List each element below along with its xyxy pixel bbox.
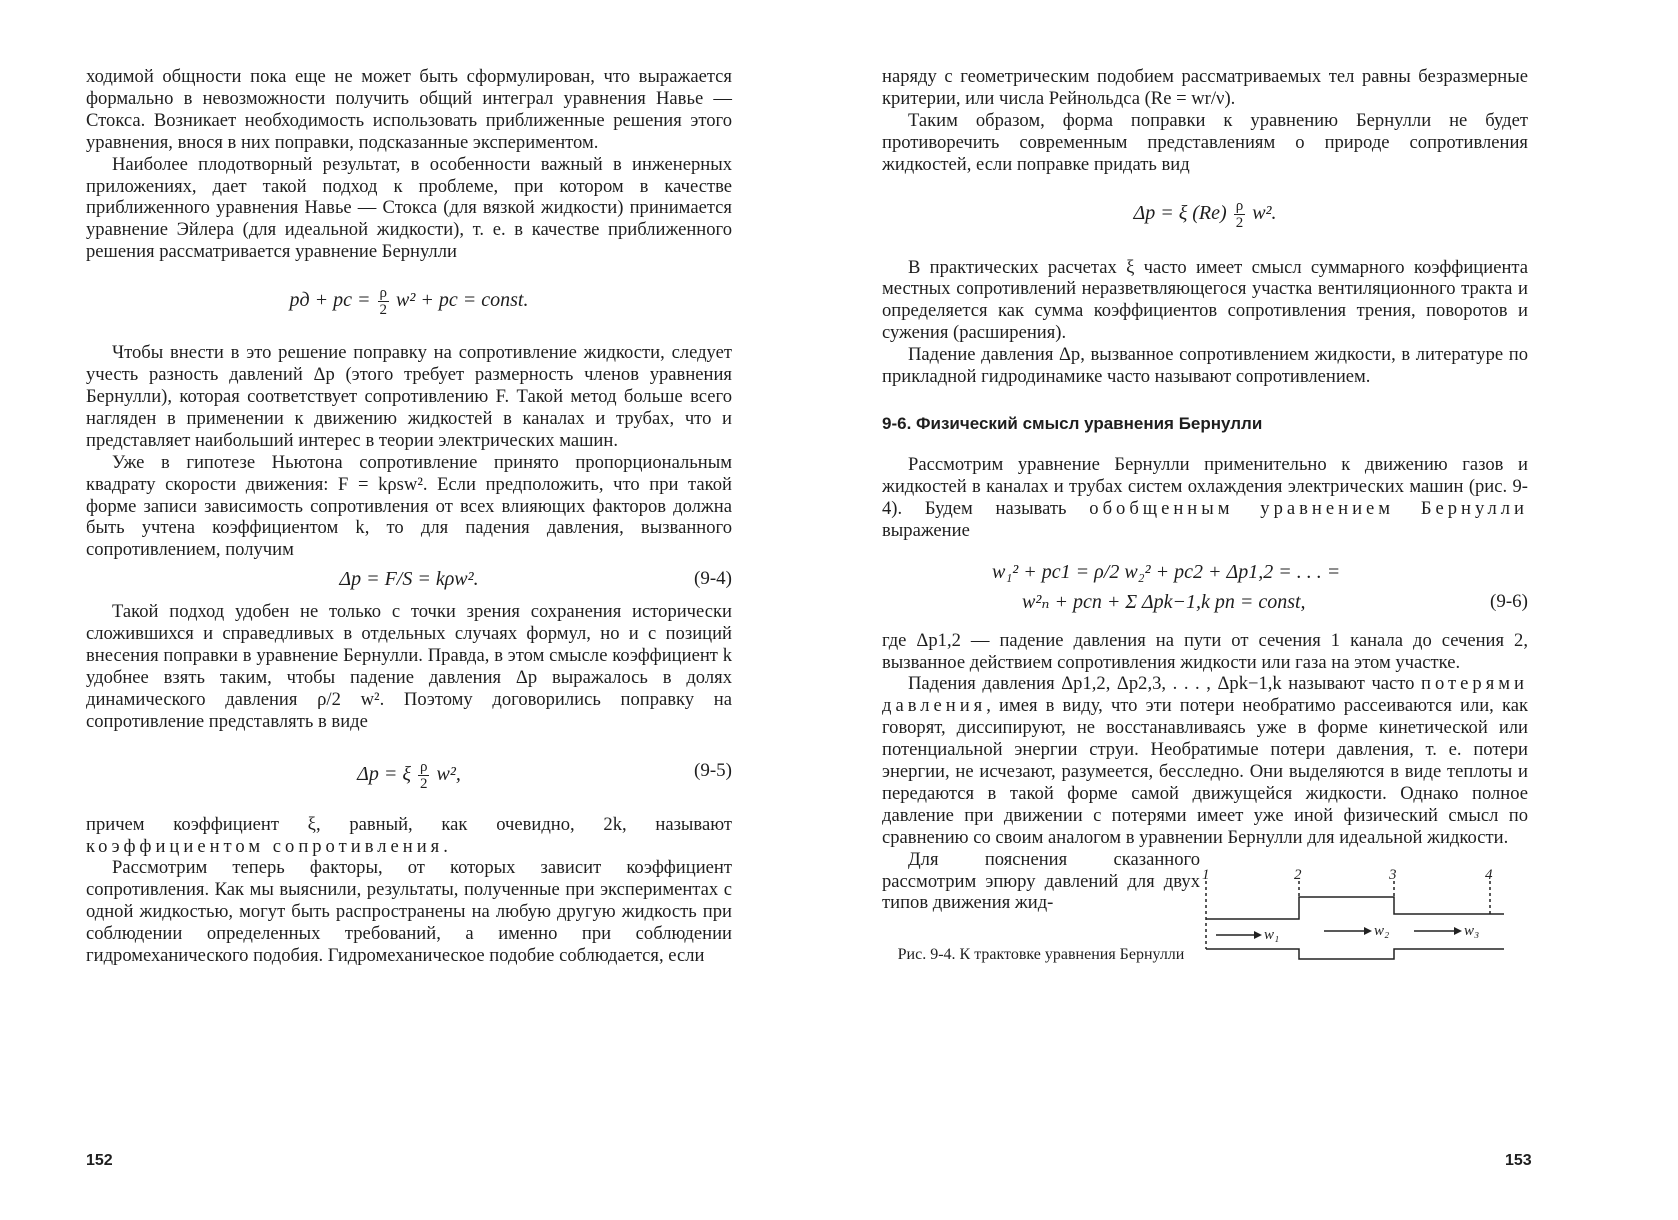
equation-number: (9-5) xyxy=(694,759,732,781)
page-number-right: 153 xyxy=(1505,1152,1532,1169)
right-page xyxy=(882,66,1528,1029)
paragraph: Уже в гипотезе Ньютона сопротивление принято пропорциональным квадрату скорости движения: F = kρsw². Если предположить, что при такой форме записи зависимость сопротивления от всех влияющих факторов должна быть учтена коэффициентом k, то для падения давления, вызванного сопротивлением, получим xyxy=(86,451,732,561)
paragraph: Таким образом, форма поправки к уравнению Бернулли не будет противоречить современным представлениям о природе сопротивления жидкостей, если поправке придать вид xyxy=(882,109,1528,175)
paragraph: Для пояснения сказанного рассмотрим эпюру давлений для двух типов движения жид- xyxy=(882,848,1200,914)
formula-9-6-line2: w²ₙ + pсn + Σ Δpk−1,k pn = const, (9-6) xyxy=(1022,590,1528,613)
paragraph: Рассмотрим теперь факторы, от которых зависит коэффициент сопротивления. Как мы выяснили, результаты, полученные при экспериментах с одной жидкостью, могут быть распространены на любую другую жидкость при соблюдении определенных требований, а именно при соблюдении гидромеханического подобия. Гидромеханическое подобие соблюдается, если xyxy=(86,857,732,967)
emphasized-term: коэффициентом сопротивления. xyxy=(86,835,452,857)
paragraph: Такой подход удобен не только с точки зрения сохранения исторически сложившихся и справедливых в отдельных случаях формул, но и с позиций внесения поправки в уравнение Бернулли. Правда, в этом смысле коэффициент k удобнее взять таким, чтобы падение давления Δp выражалось в долях динамического давления ρ/2 w². Поэтому договорились поправку на сопротивление представлять в виде xyxy=(86,601,732,732)
section-label-4: 4 xyxy=(1485,866,1493,883)
section-label-2: 2 xyxy=(1294,866,1302,883)
fraction: $\frac{\rho}{2}$ xyxy=(1235,197,1244,231)
fraction: $\frac{\rho}{2}$ xyxy=(379,285,388,319)
page-number-left: 152 xyxy=(86,1152,113,1169)
paragraph: Падение давления Δp, вызванное сопротивлением жидкости, в литературе по прикладной гидродинамике часто называют сопротивлением. xyxy=(882,344,1528,388)
arrowhead xyxy=(1364,927,1372,935)
paragraph: В практических расчетах ξ часто имеет смысл суммарного коэффициента местных сопротивлений неразветвляющегося участка вентиляционного тракта и определяется как сумма коэффициентов сопротивления трения, поворотов и сужения (расширения). xyxy=(882,256,1528,344)
figure-caption: Рис. 9-4. К трактовке уравнения Бернулли xyxy=(897,945,1185,963)
figure-9-4-block xyxy=(882,849,1528,1029)
formula-re-correction: Δp = ξ (Re) $\frac{\rho}{2}$ w². xyxy=(1133,197,1277,231)
paragraph: Чтобы внести в это решение поправку на сопротивление жидкости, следует учесть разность давлений Δp (этого требует размерность членов уравнения Бернулли), которая соответствует сопротивлению F. Такой метод больше всего нагляден в применении к движению жидкостей в каналах и трубах, что и представляет наибольший интерес в теории электрических машин. xyxy=(86,342,732,451)
formula-part: w² + pс = const. xyxy=(396,289,529,312)
equation-number: (9-6) xyxy=(1490,590,1528,612)
formula-bernoulli xyxy=(86,285,732,318)
velocity-label-w1: w₁ xyxy=(1264,926,1280,943)
emphasized-term: потерями давления xyxy=(882,673,1528,717)
formula-9-4: Δp = F/S = kρw². (9-4) xyxy=(339,568,732,591)
formula-9-6-line1: w₁² + pс1 = ρ/2 w₂² + pс2 + Δp1,2 = . . . = xyxy=(992,560,1341,583)
paragraph: Рассмотрим уравнение Бернулли применительно к движению газов и жидкостей в каналах и трубах систем охлаждения электрических машин (рис. 9-4). Будем называть обобщенным уравнением Бернулли выражение xyxy=(882,453,1528,541)
paragraph: Наиболее плодотворный результат, в особенности важный в инженерных приложениях, дает такой подход к проблеме, при котором в качестве приближенного уравнения Навье — Стокса (для вязкой жидкости) принимается уравнение Эйлера (для идеальной жидкости), т. е. в качестве приближенного решения рассматривается уравнение Бернулли xyxy=(86,153,732,263)
fraction: $\frac{\rho}{2}$ xyxy=(419,758,428,792)
paragraph: Падения давления Δp1,2, Δp2,3, . . . , Δpk−1,k называют часто потерями давления, имея в виду, что эти потери необратимо рассеиваются или, как говорят, диссипируют, не восстанавливаясь уже в форме кинетической или потенциальной энергии струи. Необратимые потери давления, т. е. потери энергии, не исчезают, разумеется, бесследно. Они выделяются в виде теплоты и передаются в такой форме самой движущейся жидкости. Однако полное давление при движении с потерями имеет уже иной физический смысл по сравнению со своим аналогом в уравнении Бернулли для идеальной жидкости. xyxy=(882,673,1528,848)
left-page xyxy=(86,66,732,967)
equation-number: (9-4) xyxy=(694,568,732,590)
formula-9-5: Δp = ξ $\frac{\rho}{2}$ w², (9-5) xyxy=(357,758,732,792)
paragraph: наряду с геометрическим подобием рассматриваемых тел равны безразмерные критерии, или числа Рейнольдса (Re = wr/ν). xyxy=(882,66,1528,109)
section-label-3: 3 xyxy=(1389,866,1397,883)
figure-9-4-diagram xyxy=(1202,866,1528,979)
paragraph: где Δp1,2 — падение давления на пути от сечения 1 канала до сечения 2, вызванное действием сопротивления жидкости или газа на этом участке. xyxy=(882,629,1528,673)
channel-bottom-wall xyxy=(1206,949,1504,959)
velocity-label-w3: w₃ xyxy=(1464,922,1480,939)
section-label-1: 1 xyxy=(1202,866,1210,883)
emphasized-term: обобщенным уравнением Бернулли xyxy=(1089,497,1528,519)
arrowhead xyxy=(1254,931,1262,939)
paragraph: ходимой общности пока еще не может быть сформулирован, что выражается формально в невозможности получить общий интеграл уравнения Навье — Стокса. Возникает необходимость использовать приближенные решения этого уравнения, внося в них поправки, подсказанные экспериментом. xyxy=(86,66,732,153)
formula-part: pд + pс = xyxy=(289,289,371,312)
channel-top-wall xyxy=(1206,897,1504,919)
velocity-label-w2: w₂ xyxy=(1374,922,1390,939)
arrowhead xyxy=(1454,927,1462,935)
section-heading: 9-6. Физический смысл уравнения Бернулли xyxy=(882,413,1263,433)
paragraph: причем коэффициент ξ, равный, как очевидно, 2k, называют коэффициентом сопротивления. xyxy=(86,813,732,857)
